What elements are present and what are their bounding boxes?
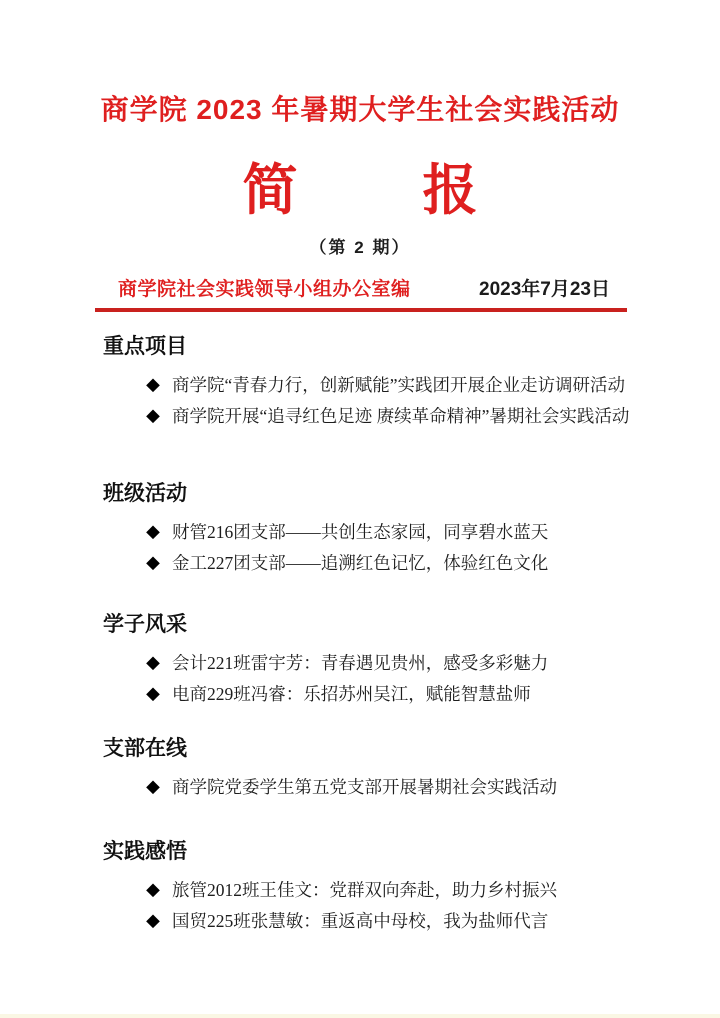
list-item [146, 876, 636, 907]
item-text: 会计221班雷宇芳：青春遇见贵州，感受多彩魅力 [172, 653, 549, 673]
section-heading: 学子风采 [103, 613, 187, 636]
section-key-projects [103, 335, 636, 433]
list-item [146, 773, 636, 804]
section-student-highlights [103, 613, 636, 711]
item-text: 财管216团支部——共创生态家园，同享碧水蓝天 [172, 522, 549, 542]
diamond-bullet-icon: ◆ [146, 658, 160, 673]
list-item [146, 402, 636, 433]
masthead-char-left: 简 [242, 159, 298, 221]
editor-label: 商学院社会实践领导小组办公室编 [118, 279, 411, 300]
diamond-bullet-icon: ◆ [146, 916, 160, 931]
diamond-bullet-icon: ◆ [146, 380, 160, 395]
page-bottom-edge [0, 1014, 720, 1018]
diamond-bullet-icon: ◆ [146, 782, 160, 797]
section-item-list [103, 649, 636, 711]
masthead-char-right: 报 [422, 159, 478, 221]
contents-list [103, 335, 636, 938]
item-text: 金工227团支部——追溯红色记忆，体验红色文化 [172, 553, 549, 573]
section-heading: 班级活动 [103, 482, 187, 505]
publish-date: 2023年7月23日 [479, 279, 610, 300]
item-text: 商学院开展“追寻红色足迹 赓续革命精神”暑期社会实践活动 [172, 406, 630, 426]
diamond-bullet-icon: ◆ [146, 527, 160, 542]
list-item [146, 649, 636, 680]
item-text: 国贸225班张慧敏：重返高中母校，我为盐师代言 [172, 911, 549, 931]
section-item-list [103, 371, 636, 433]
list-item [146, 518, 636, 549]
document-title: 商学院 2023 年暑期大学生社会实践活动 [100, 94, 620, 125]
section-item-list [103, 773, 636, 804]
item-text: 旅管2012班王佳文：党群双向奔赴，助力乡村振兴 [172, 880, 557, 900]
issue-number: （第 2 期） [309, 238, 411, 257]
section-heading: 重点项目 [103, 335, 187, 358]
item-text: 商学院“青春力行，创新赋能”实践团开展企业走访调研活动 [172, 375, 626, 395]
diamond-bullet-icon: ◆ [146, 885, 160, 900]
diamond-bullet-icon: ◆ [146, 411, 160, 426]
item-text: 电商229班冯睿：乐招苏州吴江，赋能智慧盐师 [172, 684, 531, 704]
list-item [146, 549, 636, 580]
section-heading: 实践感悟 [103, 840, 187, 863]
editor-date-row [95, 274, 627, 312]
section-item-list [103, 518, 636, 580]
section-class-activities [103, 482, 636, 580]
bulletin-masthead [0, 160, 720, 220]
section-practice-reflections [103, 840, 636, 938]
list-item [146, 680, 636, 711]
diamond-bullet-icon: ◆ [146, 558, 160, 573]
diamond-bullet-icon: ◆ [146, 689, 160, 704]
section-item-list [103, 876, 636, 938]
item-text: 商学院党委学生第五党支部开展暑期社会实践活动 [172, 777, 557, 797]
section-branch-online [103, 737, 636, 804]
list-item [146, 907, 636, 938]
list-item [146, 371, 636, 402]
section-heading: 支部在线 [103, 737, 187, 760]
